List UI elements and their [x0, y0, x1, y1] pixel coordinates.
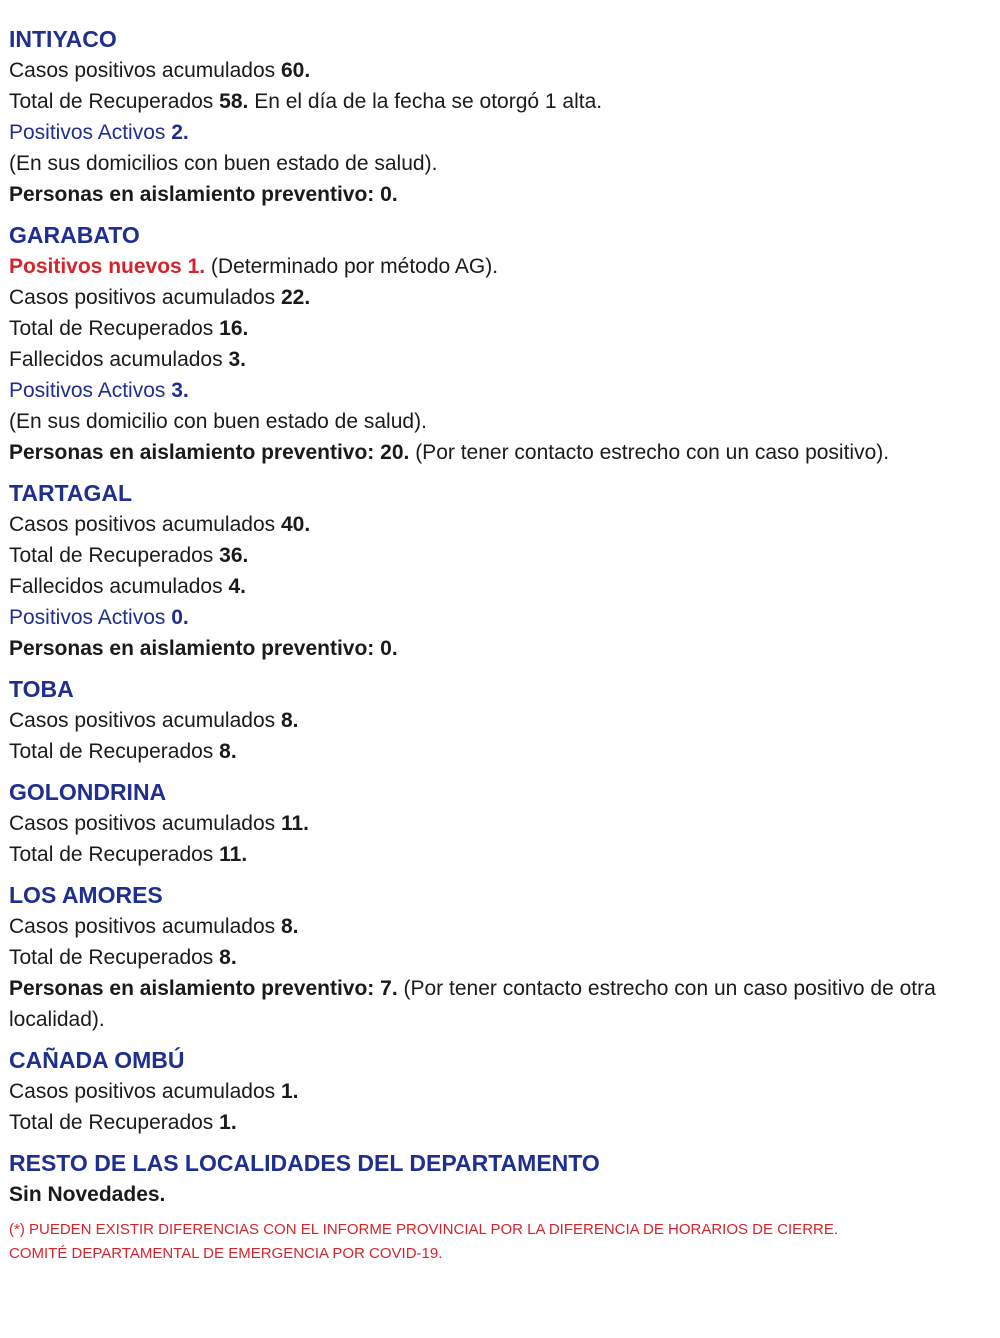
- recuperados-line: [9, 1107, 1000, 1138]
- acumulados-value: 60.: [280, 59, 311, 82]
- acumulados-label: Casos positivos acumulados: [9, 915, 276, 938]
- acumulados-label: Casos positivos acumulados: [9, 59, 276, 82]
- acumulados-value: 8.: [280, 915, 299, 938]
- aislamiento-value: 0.: [380, 183, 398, 206]
- fallecidos-value: 4.: [228, 575, 246, 598]
- recuperados-value: 58.: [219, 90, 249, 113]
- aislamiento-value: 0.: [380, 637, 398, 660]
- recuperados-label: Total de Recuperados: [9, 90, 214, 113]
- aislamiento-value: 20.: [380, 441, 410, 464]
- acumulados-value: 40.: [280, 513, 311, 536]
- footer-committee: COMITÉ DEPARTAMENTAL DE EMERGENCIA POR COVID-19.: [9, 1245, 443, 1262]
- fallecidos-label: Fallecidos acumulados: [9, 348, 223, 371]
- recuperados-value: 11.: [219, 843, 248, 866]
- acumulados-value: 22.: [280, 286, 311, 309]
- acumulados-line: [9, 1076, 1000, 1107]
- acumulados-label: Casos positivos acumulados: [9, 513, 276, 536]
- recuperados-value: 36.: [219, 544, 249, 567]
- activos-value: 0.: [171, 606, 189, 629]
- section-toba: [9, 674, 1000, 767]
- acumulados-line: [9, 705, 1000, 736]
- fallecidos-label: Fallecidos acumulados: [9, 575, 223, 598]
- recuperados-line: [9, 86, 1000, 117]
- fallecidos-value: 3.: [228, 348, 246, 371]
- aislamiento-line: [9, 179, 1000, 210]
- aislamiento-note: (Por tener contacto estrecho con un caso positivo).: [415, 441, 890, 464]
- locality-title: INTIYACO: [9, 26, 117, 52]
- acumulados-line: [9, 282, 1000, 313]
- recuperados-label: Total de Recuperados: [9, 1111, 214, 1134]
- activos-label: Positivos Activos: [9, 121, 166, 144]
- recuperados-line: [9, 313, 1000, 344]
- nuevos-value: 1.: [187, 255, 206, 278]
- footer-note: [9, 1218, 1000, 1266]
- aislamiento-line: [9, 973, 979, 1035]
- activos-line: [9, 117, 1000, 148]
- section-canada-ombu: [9, 1045, 1000, 1138]
- aislamiento-label: Personas en aislamiento preventivo:: [9, 183, 375, 206]
- recuperados-label: Total de Recuperados: [9, 946, 214, 969]
- acumulados-line: [9, 911, 1000, 942]
- activos-line: [9, 602, 1000, 633]
- recuperados-label: Total de Recuperados: [9, 544, 214, 567]
- aislamiento-label: Personas en aislamiento preventivo:: [9, 977, 375, 1000]
- activos-label: Positivos Activos: [9, 379, 166, 402]
- locality-title: RESTO DE LAS LOCALIDADES DEL DEPARTAMENTO: [9, 1150, 600, 1176]
- nuevos-label: Positivos nuevos: [9, 255, 182, 278]
- aislamiento-line: [9, 437, 1000, 468]
- aislamiento-label: Personas en aislamiento preventivo:: [9, 441, 375, 464]
- acumulados-label: Casos positivos acumulados: [9, 709, 276, 732]
- recuperados-line: [9, 839, 1000, 870]
- locality-title: CAÑADA OMBÚ: [9, 1047, 185, 1073]
- activos-value: 3.: [171, 379, 189, 402]
- recuperados-value: 8.: [219, 740, 237, 763]
- activos-line: [9, 375, 1000, 406]
- fallecidos-line: [9, 571, 1000, 602]
- locality-title: TOBA: [9, 676, 74, 702]
- section-resto: [9, 1148, 1000, 1210]
- locality-title: LOS AMORES: [9, 882, 163, 908]
- acumulados-value: 11.: [280, 812, 310, 835]
- activos-value: 2.: [171, 121, 189, 144]
- recuperados-value: 8.: [219, 946, 237, 969]
- section-intiyaco: [9, 24, 1000, 210]
- section-garabato: [9, 220, 1000, 468]
- domicilio-note: (En sus domicilios con buen estado de salud).: [9, 152, 438, 175]
- nuevos-note: (Determinado por método AG).: [210, 255, 499, 278]
- acumulados-value: 8.: [280, 709, 299, 732]
- nuevos-line: [9, 251, 1000, 282]
- aislamiento-line: [9, 633, 1000, 664]
- recuperados-value: 16.: [219, 317, 249, 340]
- acumulados-line: [9, 509, 1000, 540]
- acumulados-value: 1.: [280, 1080, 299, 1103]
- section-golondrina: [9, 777, 1000, 870]
- recuperados-line: [9, 736, 1000, 767]
- recuperados-note: En el día de la fecha se otorgó 1 alta.: [254, 90, 603, 113]
- footer-disclaimer: (*) PUEDEN EXISTIR DIFERENCIAS CON EL INFORME PROVINCIAL POR LA DIFERENCIA DE HORARIOS DE CIERRE.: [9, 1221, 839, 1238]
- aislamiento-value: 7.: [380, 977, 398, 1000]
- recuperados-line: [9, 942, 1000, 973]
- locality-title: GARABATO: [9, 222, 140, 248]
- aislamiento-label: Personas en aislamiento preventivo:: [9, 637, 375, 660]
- acumulados-label: Casos positivos acumulados: [9, 812, 276, 835]
- recuperados-line: [9, 540, 1000, 571]
- domicilio-note: (En sus domicilio con buen estado de salud).: [9, 410, 427, 433]
- recuperados-value: 1.: [219, 1111, 237, 1134]
- fallecidos-line: [9, 344, 1000, 375]
- locality-title: GOLONDRINA: [9, 779, 167, 805]
- locality-title: TARTAGAL: [9, 480, 133, 506]
- aislamiento-note: (Por tener contacto estrecho con un caso positivo de otra localidad).: [9, 977, 936, 1031]
- acumulados-label: Casos positivos acumulados: [9, 1080, 276, 1103]
- recuperados-label: Total de Recuperados: [9, 843, 214, 866]
- section-los-amores: [9, 880, 1000, 1035]
- acumulados-line: [9, 808, 1000, 839]
- acumulados-label: Casos positivos acumulados: [9, 286, 276, 309]
- recuperados-label: Total de Recuperados: [9, 317, 214, 340]
- recuperados-label: Total de Recuperados: [9, 740, 214, 763]
- activos-label: Positivos Activos: [9, 606, 166, 629]
- sin-novedades-text: Sin Novedades.: [9, 1183, 166, 1206]
- acumulados-line: [9, 55, 1000, 86]
- section-tartagal: [9, 478, 1000, 664]
